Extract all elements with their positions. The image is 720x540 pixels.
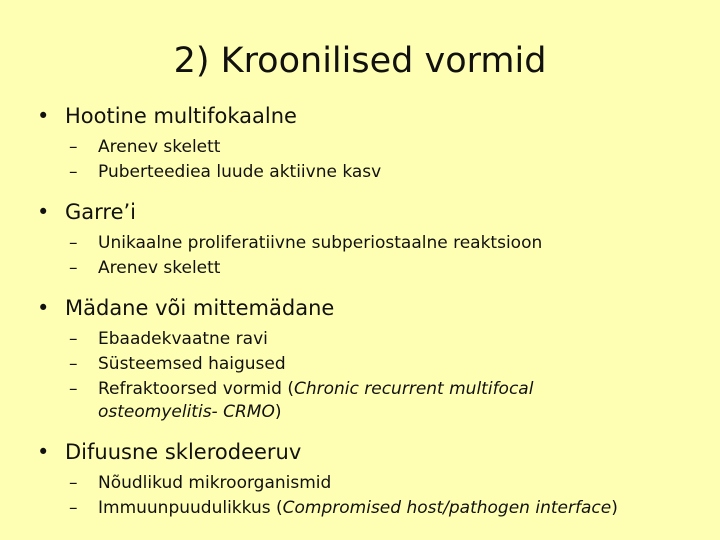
subitem-label-suffix: ) — [274, 402, 282, 422]
bullet-icon: • — [37, 200, 50, 224]
bullet-item-1 — [34, 102, 704, 130]
subitem-label-prefix: Immuunpuudulikkus ( — [98, 498, 283, 518]
subitem-label: Nõudlikud mikroorganismid — [98, 473, 332, 493]
subitem — [69, 328, 704, 351]
bullet-item-3 — [34, 294, 704, 322]
dash-icon: – — [69, 233, 78, 253]
subitem — [69, 136, 704, 159]
subitem-continuation — [98, 401, 704, 424]
dash-icon: – — [69, 162, 78, 182]
dash-icon: – — [69, 379, 78, 399]
subitem-label: Puberteediea luude aktiivne kasv — [98, 162, 382, 182]
bullet-icon: • — [37, 440, 50, 464]
subitem-label-suffix: ) — [611, 498, 618, 518]
dash-icon: – — [69, 329, 78, 349]
bullet-item-4 — [34, 438, 704, 466]
subitem-label-prefix: Refraktoorsed vormid ( — [98, 379, 294, 399]
dash-icon: – — [69, 498, 78, 518]
bullet-item-label: Hootine multifokaalne — [65, 104, 297, 128]
dash-icon: – — [69, 354, 78, 374]
subitem-label-italic: Compromised host/pathogen interface — [282, 498, 612, 518]
subitem — [69, 378, 704, 424]
subitem-label: Ebaadekvaatne ravi — [98, 329, 268, 349]
bullet-item-2 — [34, 198, 704, 226]
subitem — [69, 161, 704, 184]
subitem-list — [69, 472, 704, 520]
bullet-list — [34, 102, 704, 534]
dash-icon: – — [69, 137, 78, 157]
bullet-item-label: Garre’i — [65, 200, 137, 224]
subitem — [69, 472, 704, 495]
subitem — [69, 257, 704, 280]
subitem-list — [69, 136, 704, 184]
subitem-label: Unikaalne proliferatiivne subperiostaalne reaktsioon — [98, 233, 543, 253]
dash-icon: – — [69, 473, 78, 493]
subitem — [69, 353, 704, 376]
slide-title: 2) Kroonilised vormid — [173, 41, 547, 81]
subitem-label: Arenev skelett — [98, 137, 221, 157]
bullet-item-label: Mädane või mittemädane — [65, 296, 335, 320]
bullet-icon: • — [37, 296, 50, 320]
subitem-list — [69, 328, 704, 424]
subitem — [69, 497, 704, 520]
subitem-label-italic: osteomyelitis- CRMO — [98, 402, 275, 422]
subitem-list — [69, 232, 704, 280]
bullet-icon: • — [37, 104, 50, 128]
bullet-item-label: Difuusne sklerodeeruv — [65, 440, 302, 464]
subitem-label-italic: Chronic recurrent multifocal — [293, 379, 534, 399]
subitem — [69, 232, 704, 255]
subitem-label: Süsteemsed haigused — [98, 354, 286, 374]
subitem-label: Arenev skelett — [98, 258, 221, 278]
dash-icon: – — [69, 258, 78, 278]
